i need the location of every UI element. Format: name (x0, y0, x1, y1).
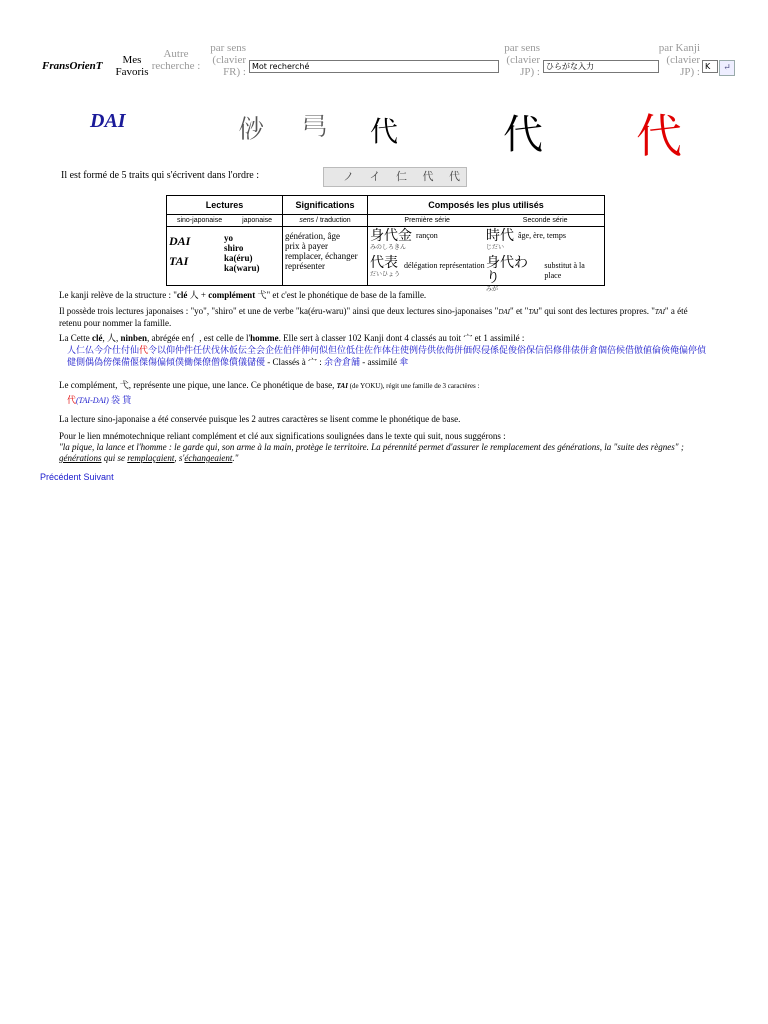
ancient-form-2: 𢎧 (303, 113, 327, 141)
reading-yo: yo (224, 233, 233, 243)
compounds-cell (368, 227, 605, 293)
search-jp-label: par sens (clavier JP) : (504, 42, 540, 78)
reading-tai: TAI (169, 254, 189, 268)
prev-link[interactable]: Précédent (40, 472, 82, 482)
kanji-red: 代 (636, 109, 682, 163)
kanji-brush-small: 代 (370, 115, 399, 148)
favoris-link[interactable]: Mes Favoris (115, 54, 149, 78)
kanji-reading-title: DAI (90, 110, 126, 132)
cle-paragraph: La Cette clé, 人, ninben, abrégée en亻, est celle de l'homme. Elle sert à classer 102 Kanji dont 4 classés au toit 宀 et 1 assimilé : (59, 333, 525, 343)
stroke-order-image: ノ イ 仁 代 代 (323, 167, 467, 187)
col-significations: Significations (283, 196, 368, 215)
mnemonic-paragraph: Pour le lien mnémotechnique reliant complément et clé aux significations soulignées dans le texte qui suit, nous suggérons : "la pique, la lance et l'homme : le garde qui, son arme à la main, protège le territoire. La pérennité permet d'assurer le remplacement des générations, la "suite des règnes" ; générations qui se remplaçaient, s'échangeaient." (59, 431, 684, 463)
complement-paragraph: Le complément, 弋, représente une pique, une lance. Ce phonétique de base, TAI (de YOKU), régit une famille de 3 caractères : (59, 380, 480, 390)
site-logo[interactable]: FransOrienT (42, 60, 103, 72)
sub-composes: Première série Seconde série (368, 215, 605, 227)
readings-paragraph: Il possède trois lectures japonaises : "yo", "shiro" et une de verbe "ka(éru-waru)" ainsi que deux lectures sino-japonaises "DAI" et "TAI" qui sont des lectures propres. "TAI" a été retenu pour nommer la famille. (59, 306, 688, 328)
reading-dai: DAI (169, 234, 191, 248)
search-kanji-label: par Kanji (clavier JP) : (658, 42, 700, 78)
submit-search-icon[interactable]: ↵ (719, 60, 735, 76)
meanings-cell: génération, âge prix à payer remplacer, échanger représenter (283, 227, 368, 286)
ancient-form-1: 𠈱 (238, 115, 265, 145)
search-fr-label: par sens (clavier FR) : (210, 42, 246, 78)
compound-item[interactable]: 代表 だいひょう délégation représentation (370, 255, 485, 278)
search-jp-input[interactable] (543, 60, 659, 73)
sub-significations: sens / traduction (283, 215, 368, 227)
reading-shiro: shiro (224, 243, 244, 253)
compound-item[interactable]: 時代 じだい âge, ère, temps (486, 228, 566, 251)
search-kanji-input[interactable] (702, 60, 718, 73)
col-lectures: Lectures (167, 196, 283, 215)
sub-lectures: sino-japonaise japonaise (167, 215, 283, 227)
reading-kaeru: ka(éru) (224, 253, 253, 263)
header (0, 0, 768, 110)
next-link[interactable]: Suivant (83, 472, 114, 482)
strokes-text: Il est formé de 5 traits qui s'écrivent dans l'ordre : (61, 170, 259, 181)
readings-cell (167, 227, 283, 286)
col-composes: Composés les plus utilisés (368, 196, 605, 215)
kanji-family-list[interactable]: 人仁仏今介仕付仙代令以仰仲件任伏伐休仮伝全会企佐伯伴伸何似但位低住佐作体住使例侍供依侮併価侭侵係促俊俗保信侶修俳俵併倉個倍候借倣値倫倹俺偏停偵健側偶偽傍傑備偃傑傷偏傾僕働傑僚僧像償儀儲優 - Classés à 宀 : 余舎倉舗 - assimilé 傘 (67, 346, 707, 368)
compound-item[interactable]: 身代わり みが substitut à la place (486, 255, 585, 293)
phonetic-family[interactable]: 代(TAI-DAI) 袋 貸 (67, 395, 132, 405)
search-fr-input[interactable] (249, 60, 499, 73)
kanji-print: 代 (503, 112, 543, 158)
autre-recherche-label: Autre recherche : (151, 48, 201, 72)
sino-reading-paragraph: La lecture sino-japonaise a été conservée puisque les 2 autres caractères se lisent comme le phonétique de base. (59, 414, 461, 424)
kanji-info-table (166, 195, 605, 293)
page-navigation (40, 472, 114, 482)
structure-paragraph: Le kanji relève de la structure : "clé 人 + complément 弋" et c'est le phonétique de base de la famille. (59, 290, 427, 300)
compound-item[interactable]: 身代金 みのしろきん rançon (370, 228, 438, 251)
reading-kawaru: ka(waru) (224, 263, 260, 273)
